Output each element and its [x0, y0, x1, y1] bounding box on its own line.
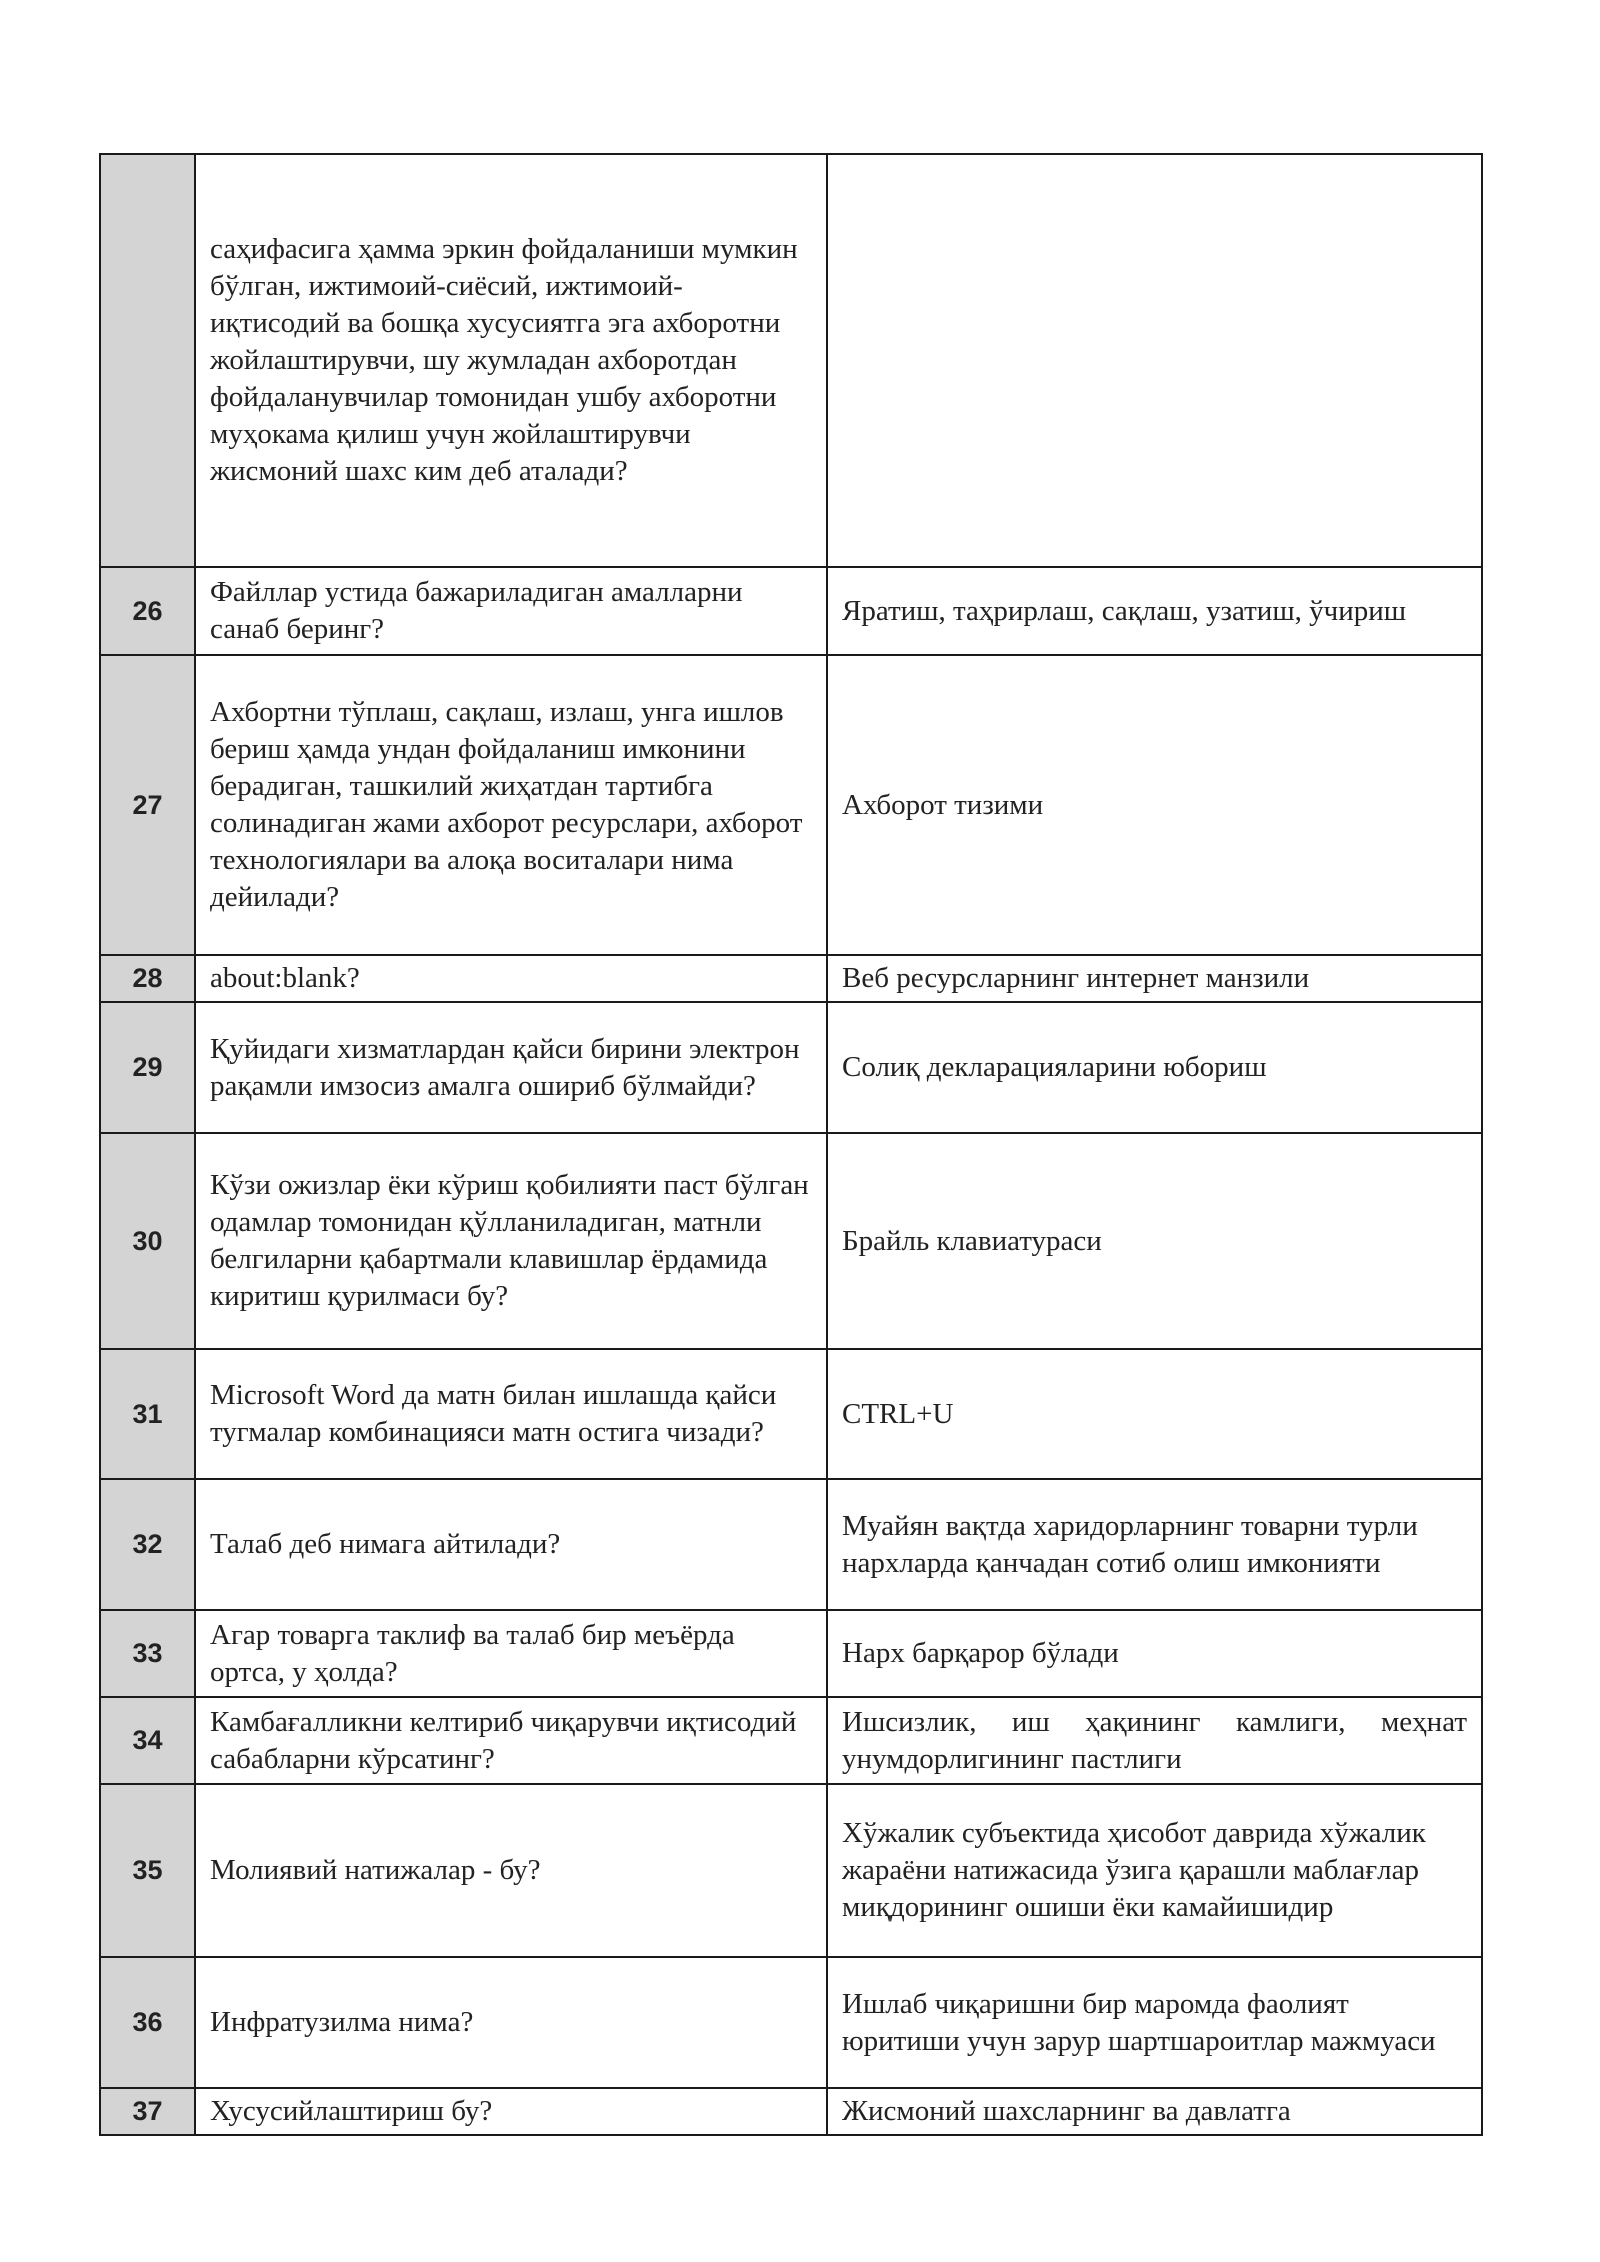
row-number: 35 [100, 1784, 195, 1957]
row-number: 28 [100, 955, 195, 1002]
row-number: 30 [100, 1133, 195, 1349]
question-cell: about:blank? [195, 955, 827, 1002]
row-number: 26 [100, 567, 195, 655]
row-number: 36 [100, 1957, 195, 2088]
row-number: 33 [100, 1610, 195, 1697]
question-cell: Хусусийлаштириш бу? [195, 2088, 827, 2135]
answer-cell: Хўжалик субъектида ҳисобот даврида хўжалик жараёни натижасида ўзига қарашли маблағлар миқдорининг ошиши ёки камайишидир [827, 1784, 1482, 1957]
row-number: 34 [100, 1697, 195, 1784]
answer-cell: Ишсизлик, иш ҳақининг камлиги, меҳнат унумдорлигининг пастлиги [827, 1697, 1482, 1784]
table-row [100, 154, 1482, 567]
table-row [100, 655, 1482, 955]
question-cell: Кўзи ожизлар ёки кўриш қобилияти паст бўлган одамлар томонидан қўлланиладиган, матнли белгиларни қабартмали клавишлар ёрдамида киритиш қурилмаси бу? [195, 1133, 827, 1349]
table-row [100, 1349, 1482, 1479]
row-number: 31 [100, 1349, 195, 1479]
question-cell: Молиявий натижалар - бу? [195, 1784, 827, 1957]
table-row [100, 1957, 1482, 2088]
table-row [100, 1002, 1482, 1133]
answer-cell: Жисмоний шахсларнинг ва давлатга [827, 2088, 1482, 2135]
question-cell: Инфратузилма нима? [195, 1957, 827, 2088]
answer-cell: Нарх барқарор бўлади [827, 1610, 1482, 1697]
row-number: 37 [100, 2088, 195, 2135]
table-row [100, 1133, 1482, 1349]
table-row [100, 1697, 1482, 1784]
row-number: 32 [100, 1479, 195, 1610]
answer-cell: CTRL+U [827, 1349, 1482, 1479]
question-cell: Агар товарга таклиф ва талаб бир меъёрда ортса, у ҳолда? [195, 1610, 827, 1697]
question-cell: Талаб деб нимага айтилади? [195, 1479, 827, 1610]
table-row [100, 567, 1482, 655]
row-number: 29 [100, 1002, 195, 1133]
answer-cell: Ахборот тизими [827, 655, 1482, 955]
question-cell: Файллар устида бажариладиган амалларни санаб беринг? [195, 567, 827, 655]
answer-cell: Солиқ декларацияларини юбориш [827, 1002, 1482, 1133]
table-row [100, 1610, 1482, 1697]
question-cell: Microsoft Word да матн билан ишлашда қайси тугмалар комбинацияси матн остига чизади? [195, 1349, 827, 1479]
answer-cell: Ишлаб чиқаришни бир маромда фаолият юритиши учун зарур шартшароитлар мажмуаси [827, 1957, 1482, 2088]
question-cell: Камбағалликни келтириб чиқарувчи иқтисодий сабабларни кўрсатинг? [195, 1697, 827, 1784]
table-row [100, 955, 1482, 1002]
answer-cell: Веб ресурсларнинг интернет манзили [827, 955, 1482, 1002]
table-row [100, 1479, 1482, 1610]
question-cell: Ахбортни тўплаш, сақлаш, излаш, унга ишлов бериш ҳамда ундан фойдаланиш имконини берадиган, ташкилий жиҳатдан тартибга солинадиган жами ахборот ресурслари, ахборот технологиялари ва алоқа воситалари нима дейилади? [195, 655, 827, 955]
question-cell: саҳифасига ҳамма эркин фойдаланиши мумкин бўлган, ижтимоий-сиёсий, ижтимоий-иқтисодий ва бошқа хусусиятга эга ахборотни жойлаштирувчи, шу жумладан ахборотдан фойдаланувчилар томонидан ушбу ахборотни муҳокама қилиш учун жойлаштирувчи жисмоний шахс ким деб аталади? [195, 154, 827, 567]
table-row [100, 2088, 1482, 2135]
qa-table [99, 153, 1483, 2136]
question-cell: Қуйидаги хизматлардан қайси бирини электрон рақамли имзосиз амалга ошириб бўлмайди? [195, 1002, 827, 1133]
table-row [100, 1784, 1482, 1957]
answer-cell: Муайян вақтда харидорларнинг товарни турли нархларда қанчадан сотиб олиш имконияти [827, 1479, 1482, 1610]
row-number: 27 [100, 655, 195, 955]
answer-cell: Яратиш, таҳрирлаш, сақлаш, узатиш, ўчириш [827, 567, 1482, 655]
answer-cell [827, 154, 1482, 567]
answer-cell: Брайль клавиатураси [827, 1133, 1482, 1349]
row-number [100, 154, 195, 567]
